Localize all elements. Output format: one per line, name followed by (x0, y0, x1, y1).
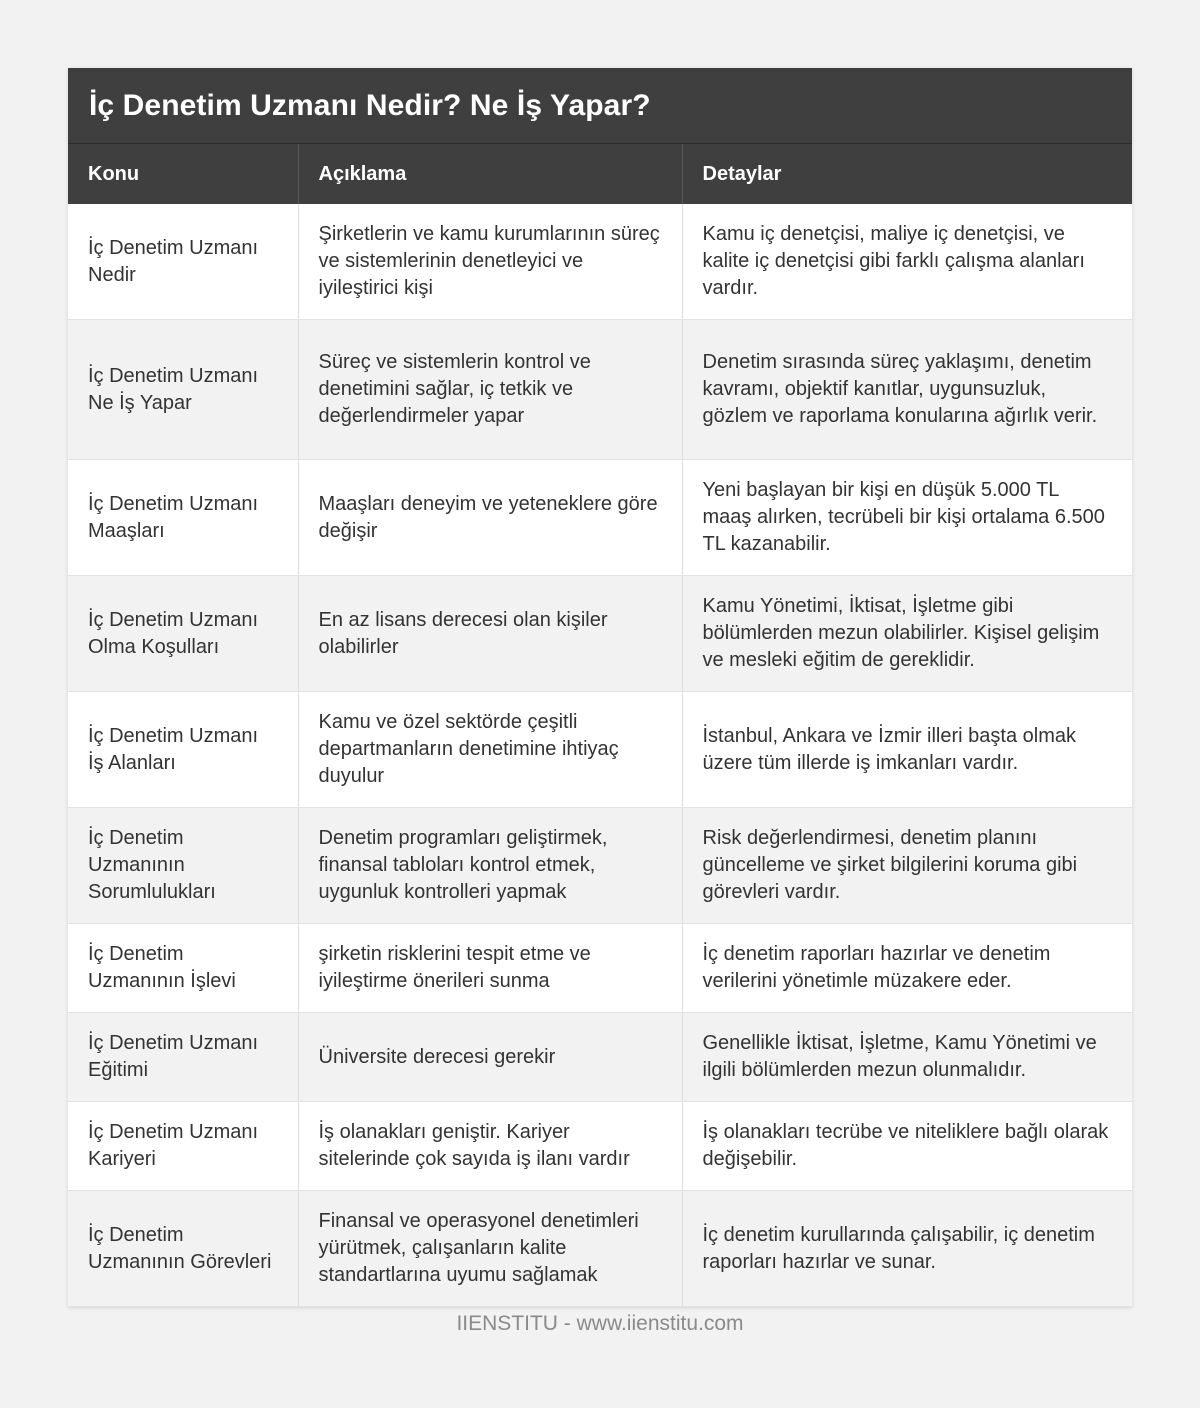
footer-credit: IIENSTITU - www.iienstitu.com (456, 1312, 744, 1335)
title-bar (68, 68, 1132, 144)
cell-aciklama: Finansal ve operasyonel denetimleri yürütmek, çalışanların kalite standartlarına uyumu sağlamak (298, 1191, 682, 1307)
table-row (68, 1191, 1132, 1307)
cell-aciklama: Şirketlerin ve kamu kurumlarının süreç ve sistemlerinin denetleyici ve iyileştirici kişi (298, 204, 682, 320)
column-header-aciklama: Açıklama (298, 144, 682, 204)
cell-detaylar: Risk değerlendirmesi, denetim planını güncelleme ve şirket bilgilerini koruma gibi görevleri vardır. (682, 808, 1132, 924)
page-title: İç Denetim Uzmanı Nedir? Ne İş Yapar? (89, 88, 651, 122)
table-header-row (68, 144, 1132, 204)
cell-konu: İç Denetim Uzmanının Görevleri (68, 1191, 298, 1307)
cell-detaylar: Kamu Yönetimi, İktisat, İşletme gibi bölümlerden mezun olabilirler. Kişisel gelişim ve mesleki eğitim de gereklidir. (682, 576, 1132, 692)
cell-aciklama: Kamu ve özel sektörde çeşitli departmanların denetimine ihtiyaç duyulur (298, 692, 682, 808)
cell-detaylar: Genellikle İktisat, İşletme, Kamu Yönetimi ve ilgili bölümlerden mezun olunmalıdır. (682, 1013, 1132, 1102)
cell-aciklama: Üniversite derecesi gerekir (298, 1013, 682, 1102)
cell-konu: İç Denetim Uzmanı Kariyeri (68, 1102, 298, 1191)
table-row (68, 576, 1132, 692)
cell-konu: İç Denetim Uzmanının İşlevi (68, 924, 298, 1013)
cell-konu: İç Denetim Uzmanı Olma Koşulları (68, 576, 298, 692)
cell-konu: İç Denetim Uzmanı İş Alanları (68, 692, 298, 808)
info-table-card (68, 68, 1132, 1307)
cell-detaylar: İş olanakları tecrübe ve niteliklere bağlı olarak değişebilir. (682, 1102, 1132, 1191)
cell-detaylar: İç denetim raporları hazırlar ve denetim verilerini yönetimle müzakere eder. (682, 924, 1132, 1013)
cell-detaylar: İstanbul, Ankara ve İzmir illeri başta olmak üzere tüm illerde iş imkanları vardır. (682, 692, 1132, 808)
cell-konu: İç Denetim Uzmanı Maaşları (68, 460, 298, 576)
cell-aciklama: Süreç ve sistemlerin kontrol ve denetimini sağlar, iç tetkik ve değerlendirmeler yapar (298, 320, 682, 460)
table-row (68, 1013, 1132, 1102)
cell-konu: İç Denetim Uzmanı Eğitimi (68, 1013, 298, 1102)
table-row (68, 924, 1132, 1013)
cell-aciklama: En az lisans derecesi olan kişiler olabilirler (298, 576, 682, 692)
column-header-detaylar: Detaylar (682, 144, 1132, 204)
table-row (68, 460, 1132, 576)
cell-konu: İç Denetim Uzmanı Ne İş Yapar (68, 320, 298, 460)
column-header-konu: Konu (68, 144, 298, 204)
cell-aciklama: şirketin risklerini tespit etme ve iyileştirme önerileri sunma (298, 924, 682, 1013)
info-table (68, 144, 1132, 1307)
table-row (68, 808, 1132, 924)
table-row (68, 204, 1132, 320)
table-row (68, 320, 1132, 460)
cell-konu: İç Denetim Uzmanının Sorumlulukları (68, 808, 298, 924)
cell-detaylar: Kamu iç denetçisi, maliye iç denetçisi, ve kalite iç denetçisi gibi farklı çalışma alanları vardır. (682, 204, 1132, 320)
table-row (68, 692, 1132, 808)
cell-detaylar: İç denetim kurullarında çalışabilir, iç denetim raporları hazırlar ve sunar. (682, 1191, 1132, 1307)
cell-konu: İç Denetim Uzmanı Nedir (68, 204, 298, 320)
cell-detaylar: Denetim sırasında süreç yaklaşımı, denetim kavramı, objektif kanıtlar, uygunsuzluk, gözlem ve raporlama konularına ağırlık verir. (682, 320, 1132, 460)
cell-aciklama: Maaşları deneyim ve yeteneklere göre değişir (298, 460, 682, 576)
table-row (68, 1102, 1132, 1191)
cell-detaylar: Yeni başlayan bir kişi en düşük 5.000 TL maaş alırken, tecrübeli bir kişi ortalama 6.500 TL kazanabilir. (682, 460, 1132, 576)
cell-aciklama: İş olanakları geniştir. Kariyer sitelerinde çok sayıda iş ilanı vardır (298, 1102, 682, 1191)
cell-aciklama: Denetim programları geliştirmek, finansal tabloları kontrol etmek, uygunluk kontrolleri yapmak (298, 808, 682, 924)
